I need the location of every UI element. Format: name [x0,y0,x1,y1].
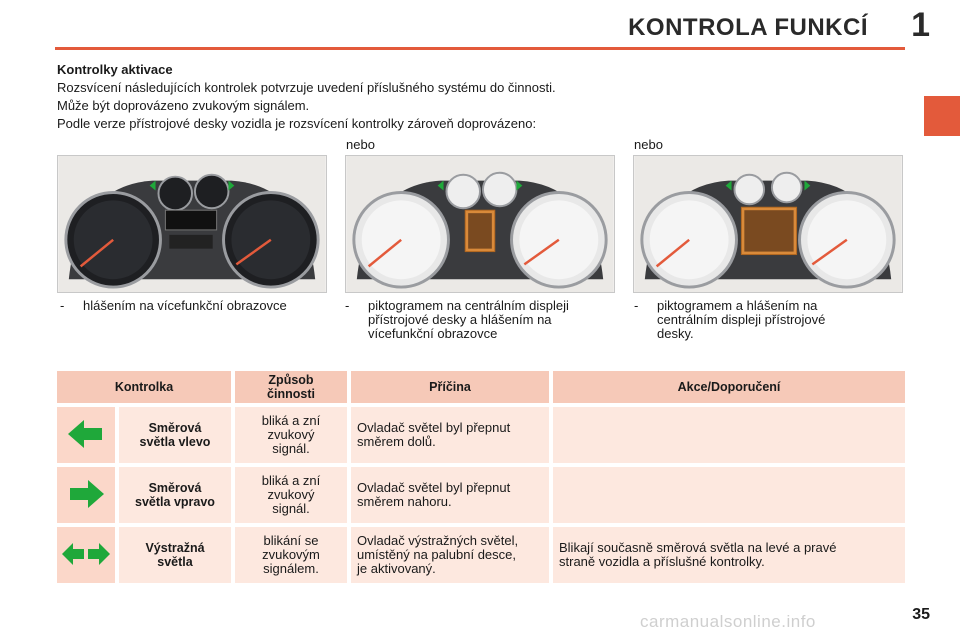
instrument-cluster-image-1 [57,155,327,293]
mode-line: signál. [272,441,310,456]
cause-line: Ovladač světel byl přepnut [357,420,511,435]
indicator-mode [235,407,347,463]
name-line: Směrová [148,481,202,495]
header-rule [55,47,905,50]
indicator-action [553,527,905,583]
name-line: Směrová [148,421,202,435]
mode-line: zvukový [267,427,315,442]
intro-heading: Kontrolky aktivace [57,62,173,77]
intro-line: Může být doprovázeno zvukovým signálem. [57,98,310,113]
table-header-row [57,371,905,403]
instrument-cluster-drawing [346,156,614,292]
indicator-name [119,407,231,463]
table-row [57,467,905,523]
instrument-cluster-drawing [634,156,902,292]
indicator-cause [351,527,549,583]
chapter-side-tab [924,96,960,136]
mode-line: zvukovým [262,547,320,562]
instrument-cluster-image-3 [633,155,903,293]
name-line: Výstražná [145,541,205,555]
caption-dash: - [60,298,65,313]
intro-line: Rozsvícení následujících kontrolek potvrzuje uvedení příslušného systému do činnosti. [57,80,556,95]
header-zpusob [235,371,347,403]
caption-line: desky. [657,326,694,341]
intro-section [57,61,757,133]
caption-line: piktogramem a hlášením na [657,298,818,313]
arrow-right-icon [57,467,115,523]
hazard-arrows-icon [57,527,115,583]
caption-line: vícefunkční obrazovce [368,326,498,341]
caption-dash: - [345,298,350,313]
header-akce: Akce/Doporučení [553,371,905,403]
cause-line: Ovladač výstražných světel, [357,533,519,548]
mode-line: blikání se [263,533,319,548]
indicator-mode [235,467,347,523]
mode-line: bliká a zní [261,413,321,428]
watermark-text: carmanualsonline.info [640,612,816,631]
connector-nebo: nebo [634,137,663,152]
cause-line: umístěný na palubní desce, [357,547,516,562]
header-line: Způsob [268,373,314,387]
caption-line: hlášením na vícefunkční obrazovce [83,298,287,313]
chapter-number: 1 [911,6,930,44]
indicator-mode [235,527,347,583]
indicator-action [553,407,905,463]
intro-line: Podle verze přístrojové desky vozidla je rozsvícení kontrolky zároveň doprovázeno: [57,116,537,131]
page-header [0,0,960,50]
action-line: Blikají současně směrová světla na levé a pravé [559,540,837,555]
connector-nebo: nebo [346,137,375,152]
instrument-cluster-image-2 [345,155,615,293]
cause-line: Ovladač světel byl přepnut [357,480,511,495]
action-line: straně vozidla a příslušné kontrolky. [559,554,765,569]
mode-line: signálem. [263,561,319,576]
caption-line: centrálním displeji přístrojové [657,312,826,327]
chapter-title: KONTROLA FUNKCÍ [628,14,868,41]
indicator-cause [351,407,549,463]
instrument-cluster-drawing [58,156,326,292]
indicator-name [119,467,231,523]
cause-line: směrem nahoru. [357,494,452,509]
header-kontrolka: Kontrolka [57,371,231,403]
indicator-name [119,527,231,583]
caption-line: přístrojové desky a hlášením na [368,312,552,327]
page-number: 35 [912,606,930,623]
name-line: světla vpravo [135,495,215,509]
header-line: činnosti [267,387,315,401]
table-row [57,407,905,463]
cause-line: je aktivovaný. [357,561,436,576]
table-row [57,527,905,583]
mode-line: zvukový [267,487,315,502]
mode-line: bliká a zní [261,473,321,488]
caption-line: piktogramem na centrálním displeji [368,298,569,313]
name-line: světla vlevo [139,435,211,449]
name-line: světla [157,555,193,569]
cause-line: směrem dolů. [357,434,436,449]
mode-line: signál. [272,501,310,516]
caption-dash: - [634,298,639,313]
indicator-table [53,367,909,587]
header-pricina: Příčina [351,371,549,403]
arrow-left-icon [57,407,115,463]
indicator-action [553,467,905,523]
indicator-cause [351,467,549,523]
